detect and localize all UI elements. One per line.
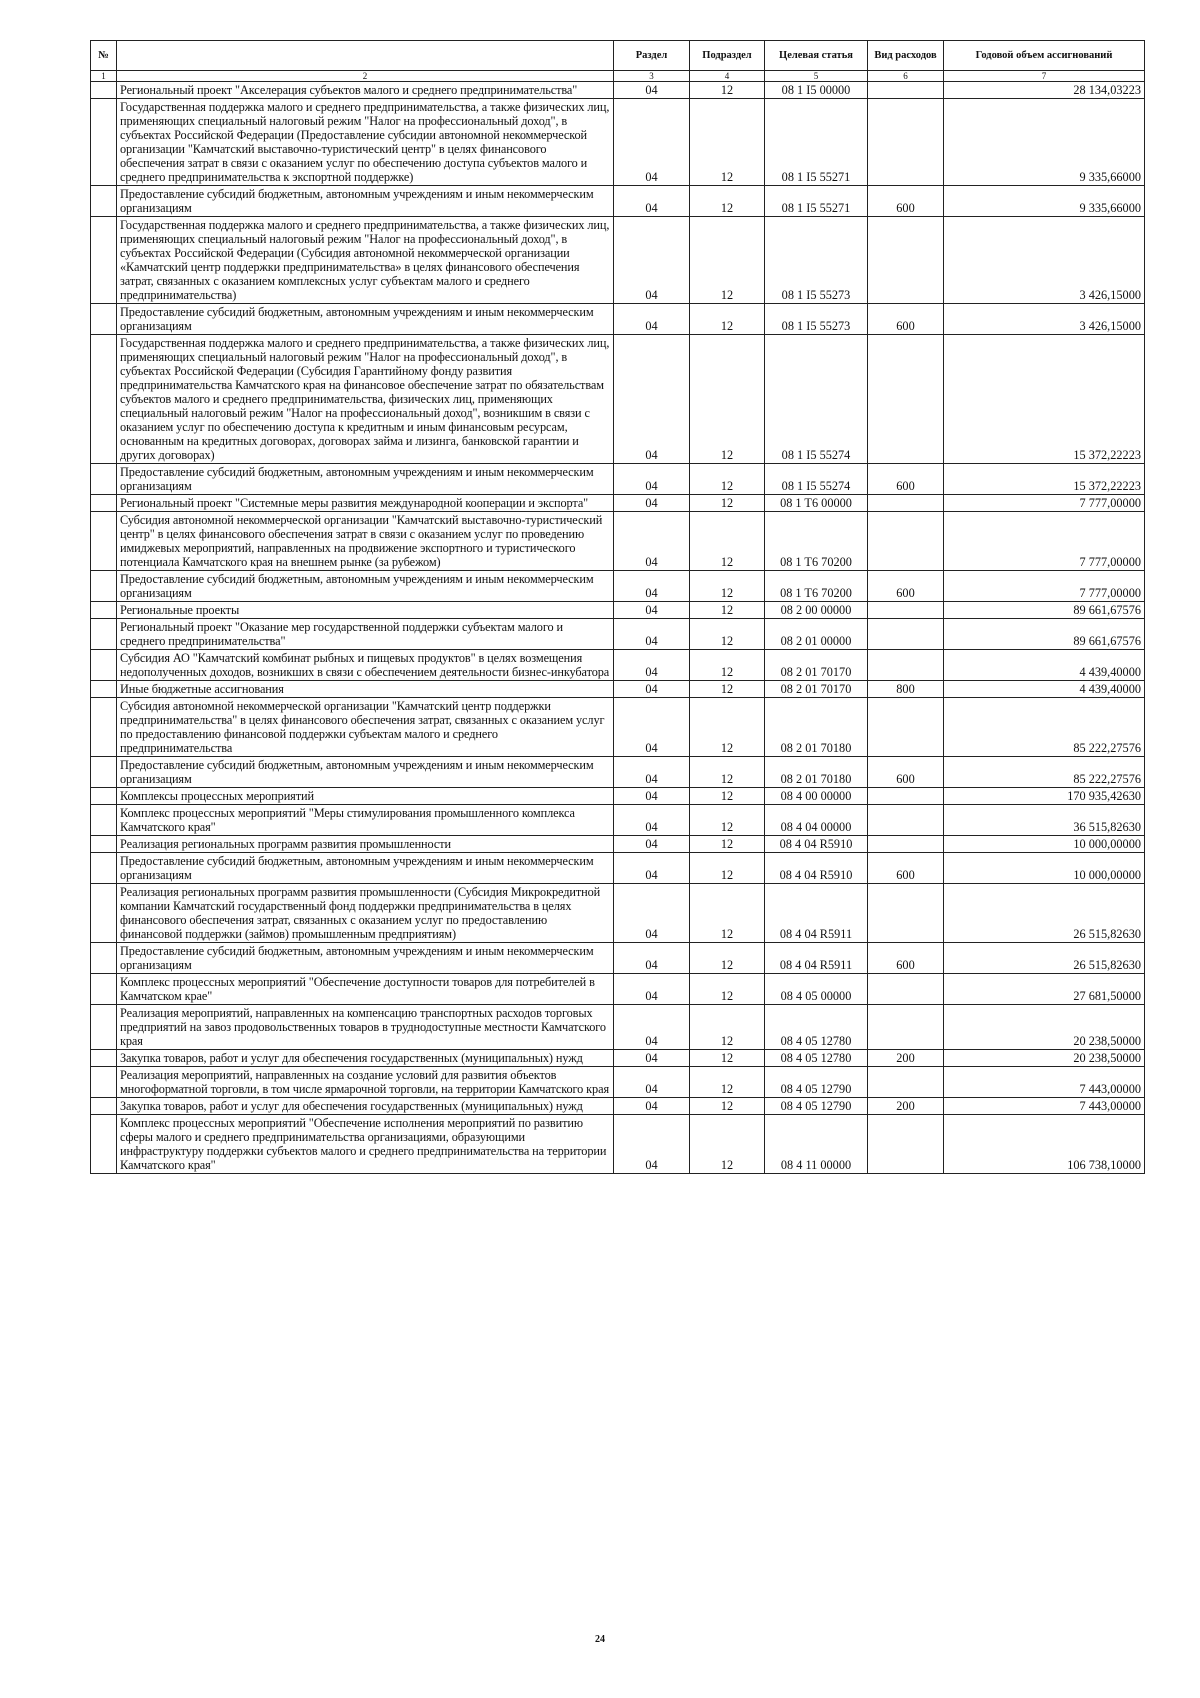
row-target-article-cell: 08 4 04 R5911 — [765, 884, 868, 943]
row-amount-cell: 36 515,82630 — [944, 805, 1145, 836]
row-name-cell: Комплекс процессных мероприятий "Меры стимулирования промышленного комплекса Камчатского края" — [117, 805, 614, 836]
table-row — [91, 650, 1145, 681]
table-row — [91, 99, 1145, 186]
row-name-cell: Субсидия АО "Камчатский комбинат рыбных и пищевых продуктов" в целях возмещения недополученных доходов, возникших в связи с обеспечением деятельности бизнес-инкубатора — [117, 650, 614, 681]
row-target-article-cell: 08 1 I5 55273 — [765, 304, 868, 335]
table-row — [91, 619, 1145, 650]
row-section-cell: 04 — [614, 974, 690, 1005]
row-number-cell — [91, 788, 117, 805]
page-number: 24 — [595, 1634, 605, 1645]
row-name-cell: Предоставление субсидий бюджетным, автономным учреждениям и иным некоммерческим организациям — [117, 186, 614, 217]
header-index-5: 5 — [765, 71, 868, 82]
row-expense-type-cell — [868, 99, 944, 186]
row-subsection-cell: 12 — [690, 602, 765, 619]
header-index-2: 2 — [117, 71, 614, 82]
row-target-article-cell: 08 1 I5 55274 — [765, 335, 868, 464]
row-amount-cell: 7 777,00000 — [944, 571, 1145, 602]
header-index-7: 7 — [944, 71, 1145, 82]
row-name-cell: Государственная поддержка малого и среднего предпринимательства, а также физических лиц, применяющих специальный налоговый режим "Налог на профессиональный доход", в субъектах Российской Федерации (Субсидия автономной некоммерческой организации «Камчатский центр поддержки предпринимательства» в целях финансового обеспечения затрат, связанных с оказанием комплексных услуг субъектам малого и среднего предпринимательства) — [117, 217, 614, 304]
row-subsection-cell: 12 — [690, 217, 765, 304]
row-amount-cell: 26 515,82630 — [944, 943, 1145, 974]
row-section-cell: 04 — [614, 464, 690, 495]
row-number-cell — [91, 335, 117, 464]
table-row — [91, 1098, 1145, 1115]
row-target-article-cell: 08 2 01 70170 — [765, 681, 868, 698]
header-index-6: 6 — [868, 71, 944, 82]
row-expense-type-cell — [868, 805, 944, 836]
row-target-article-cell: 08 4 04 00000 — [765, 805, 868, 836]
row-number-cell — [91, 1115, 117, 1174]
row-amount-cell: 3 426,15000 — [944, 217, 1145, 304]
row-number-cell — [91, 681, 117, 698]
row-section-cell: 04 — [614, 304, 690, 335]
row-target-article-cell: 08 2 01 70180 — [765, 698, 868, 757]
row-name-cell: Предоставление субсидий бюджетным, автономным учреждениям и иным некоммерческим организациям — [117, 943, 614, 974]
row-expense-type-cell: 600 — [868, 186, 944, 217]
row-subsection-cell: 12 — [690, 1115, 765, 1174]
row-name-cell: Реализация региональных программ развития промышленности — [117, 836, 614, 853]
row-name-cell: Региональный проект "Акселерация субъектов малого и среднего предпринимательства" — [117, 82, 614, 99]
table-row — [91, 1050, 1145, 1067]
row-expense-type-cell — [868, 1005, 944, 1050]
row-amount-cell: 7 443,00000 — [944, 1098, 1145, 1115]
row-number-cell — [91, 82, 117, 99]
row-number-cell — [91, 757, 117, 788]
row-expense-type-cell — [868, 619, 944, 650]
row-expense-type-cell — [868, 788, 944, 805]
table-row — [91, 186, 1145, 217]
row-name-cell: Предоставление субсидий бюджетным, автономным учреждениям и иным некоммерческим организациям — [117, 571, 614, 602]
row-number-cell — [91, 512, 117, 571]
row-number-cell — [91, 186, 117, 217]
row-section-cell: 04 — [614, 495, 690, 512]
row-expense-type-cell: 600 — [868, 571, 944, 602]
row-expense-type-cell: 600 — [868, 853, 944, 884]
header-expense-type: Вид расходов — [868, 41, 944, 71]
row-amount-cell: 89 661,67576 — [944, 602, 1145, 619]
row-expense-type-cell: 200 — [868, 1050, 944, 1067]
row-section-cell: 04 — [614, 943, 690, 974]
row-name-cell: Предоставление субсидий бюджетным, автономным учреждениям и иным некоммерческим организациям — [117, 304, 614, 335]
row-section-cell: 04 — [614, 681, 690, 698]
row-subsection-cell: 12 — [690, 1067, 765, 1098]
row-amount-cell: 15 372,22223 — [944, 464, 1145, 495]
table-row — [91, 974, 1145, 1005]
row-number-cell — [91, 884, 117, 943]
table-row — [91, 82, 1145, 99]
row-subsection-cell: 12 — [690, 836, 765, 853]
row-target-article-cell: 08 4 05 12780 — [765, 1050, 868, 1067]
table-body — [91, 82, 1145, 1174]
table-row — [91, 681, 1145, 698]
row-expense-type-cell — [868, 512, 944, 571]
row-amount-cell: 3 426,15000 — [944, 304, 1145, 335]
row-subsection-cell: 12 — [690, 698, 765, 757]
table-row — [91, 512, 1145, 571]
row-target-article-cell: 08 4 05 12780 — [765, 1005, 868, 1050]
row-target-article-cell: 08 2 01 00000 — [765, 619, 868, 650]
row-number-cell — [91, 853, 117, 884]
row-amount-cell: 170 935,42630 — [944, 788, 1145, 805]
row-expense-type-cell — [868, 836, 944, 853]
row-subsection-cell: 12 — [690, 495, 765, 512]
row-name-cell: Региональный проект "Оказание мер государственной поддержки субъектам малого и среднего предпринимательства" — [117, 619, 614, 650]
row-expense-type-cell — [868, 1115, 944, 1174]
row-amount-cell: 10 000,00000 — [944, 836, 1145, 853]
budget-table — [90, 40, 1145, 1174]
row-amount-cell: 26 515,82630 — [944, 884, 1145, 943]
row-target-article-cell: 08 1 I5 55273 — [765, 217, 868, 304]
row-amount-cell: 7 777,00000 — [944, 512, 1145, 571]
table-row — [91, 1115, 1145, 1174]
row-section-cell: 04 — [614, 1050, 690, 1067]
table-row — [91, 836, 1145, 853]
row-number-cell — [91, 464, 117, 495]
row-section-cell: 04 — [614, 853, 690, 884]
row-expense-type-cell — [868, 335, 944, 464]
header-annual-amount: Годовой объем ассигнований — [944, 41, 1145, 71]
row-section-cell: 04 — [614, 186, 690, 217]
table-row — [91, 217, 1145, 304]
row-subsection-cell: 12 — [690, 681, 765, 698]
row-section-cell: 04 — [614, 1005, 690, 1050]
row-number-cell — [91, 1050, 117, 1067]
row-name-cell: Предоставление субсидий бюджетным, автономным учреждениям и иным некоммерческим организациям — [117, 757, 614, 788]
row-section-cell: 04 — [614, 1067, 690, 1098]
row-number-cell — [91, 974, 117, 1005]
row-section-cell: 04 — [614, 884, 690, 943]
row-name-cell: Закупка товаров, работ и услуг для обеспечения государственных (муниципальных) нужд — [117, 1098, 614, 1115]
row-target-article-cell: 08 4 04 R5910 — [765, 836, 868, 853]
row-name-cell: Реализация мероприятий, направленных на создание условий для развития объектов многоформатной торговли, в том числе ярмарочной торговли, на территории Камчатского края — [117, 1067, 614, 1098]
table-row — [91, 788, 1145, 805]
table-row — [91, 304, 1145, 335]
row-name-cell: Государственная поддержка малого и среднего предпринимательства, а также физических лиц, применяющих специальный налоговый режим "Налог на профессиональный доход", в субъектах Российской Федерации (Субсидия Гарантийному фонду развития предпринимательства Камчатского края на финансовое обеспечение затрат по обязательствам субъектов малого и среднего предпринимательства, физических лиц, применяющих специальный налоговый режим "Налог на профессиональный доход", возникшим в связи с оказанием услуг по обеспечению доступа к кредитным и иным финансовым ресурсам, основанным на кредитных договорах, договорах займа и лизинга, банковской гарантии и других договорах) — [117, 335, 614, 464]
row-expense-type-cell — [868, 1067, 944, 1098]
row-name-cell: Субсидия автономной некоммерческой организации "Камчатский центр поддержки предпринимательства" в целях финансового обеспечения затрат, связанных с оказанием услуг по предоставлению финансовой поддержки субъектам малого и среднего предпринимательства — [117, 698, 614, 757]
row-target-article-cell: 08 2 00 00000 — [765, 602, 868, 619]
row-subsection-cell: 12 — [690, 464, 765, 495]
row-target-article-cell: 08 4 11 00000 — [765, 1115, 868, 1174]
row-amount-cell: 15 372,22223 — [944, 335, 1145, 464]
row-amount-cell: 7 443,00000 — [944, 1067, 1145, 1098]
row-target-article-cell: 08 4 04 R5910 — [765, 853, 868, 884]
header-target-article: Целевая статья — [765, 41, 868, 71]
row-subsection-cell: 12 — [690, 82, 765, 99]
table-row — [91, 943, 1145, 974]
header-index-3: 3 — [614, 71, 690, 82]
row-amount-cell: 4 439,40000 — [944, 650, 1145, 681]
row-expense-type-cell — [868, 884, 944, 943]
row-subsection-cell: 12 — [690, 1050, 765, 1067]
row-subsection-cell: 12 — [690, 943, 765, 974]
row-subsection-cell: 12 — [690, 757, 765, 788]
row-expense-type-cell — [868, 650, 944, 681]
row-amount-cell: 85 222,27576 — [944, 698, 1145, 757]
row-subsection-cell: 12 — [690, 805, 765, 836]
row-amount-cell: 10 000,00000 — [944, 853, 1145, 884]
row-expense-type-cell: 600 — [868, 464, 944, 495]
row-amount-cell: 106 738,10000 — [944, 1115, 1145, 1174]
row-name-cell: Региональный проект "Системные меры развития международной кооперации и экспорта" — [117, 495, 614, 512]
row-subsection-cell: 12 — [690, 571, 765, 602]
row-subsection-cell: 12 — [690, 853, 765, 884]
row-name-cell: Закупка товаров, работ и услуг для обеспечения государственных (муниципальных) нужд — [117, 1050, 614, 1067]
row-subsection-cell: 12 — [690, 1098, 765, 1115]
table-row — [91, 853, 1145, 884]
row-target-article-cell: 08 2 01 70170 — [765, 650, 868, 681]
table-row — [91, 602, 1145, 619]
table-row — [91, 571, 1145, 602]
table-row — [91, 698, 1145, 757]
row-amount-cell: 20 238,50000 — [944, 1005, 1145, 1050]
row-name-cell: Предоставление субсидий бюджетным, автономным учреждениям и иным некоммерческим организациям — [117, 853, 614, 884]
row-subsection-cell: 12 — [690, 304, 765, 335]
row-section-cell: 04 — [614, 788, 690, 805]
row-section-cell: 04 — [614, 512, 690, 571]
row-number-cell — [91, 619, 117, 650]
row-section-cell: 04 — [614, 335, 690, 464]
row-name-cell: Реализация региональных программ развития промышленности (Субсидия Микрокредитной компании Камчатский государственный фонд поддержки предпринимательства в целях финансового обеспечения затрат, связанных с оказанием услуг по предоставлению финансовой поддержки (займов) промышленным предприятиям) — [117, 884, 614, 943]
row-target-article-cell: 08 4 05 12790 — [765, 1098, 868, 1115]
row-target-article-cell: 08 2 01 70180 — [765, 757, 868, 788]
row-subsection-cell: 12 — [690, 99, 765, 186]
row-name-cell: Комплекс процессных мероприятий "Обеспечение исполнения мероприятий по развитию сферы малого и среднего предпринимательства организациями, образующими инфраструктуру поддержки субъектов малого и среднего предпринимательства на территории Камчатского края" — [117, 1115, 614, 1174]
row-name-cell: Субсидия автономной некоммерческой организации "Камчатский выставочно-туристический центр" в целях финансового обеспечения затрат в связи с оказанием услуг по проведению имиджевых мероприятий, направленных на продвижение экспортного и туристического потенциала Камчатского края на внешнем рынке (за рубежом) — [117, 512, 614, 571]
row-number-cell — [91, 650, 117, 681]
row-subsection-cell: 12 — [690, 884, 765, 943]
header-number: № — [91, 41, 117, 71]
row-expense-type-cell: 200 — [868, 1098, 944, 1115]
row-expense-type-cell: 600 — [868, 943, 944, 974]
row-expense-type-cell: 600 — [868, 757, 944, 788]
table-row — [91, 464, 1145, 495]
row-section-cell: 04 — [614, 571, 690, 602]
row-amount-cell: 9 335,66000 — [944, 99, 1145, 186]
row-number-cell — [91, 99, 117, 186]
row-amount-cell: 20 238,50000 — [944, 1050, 1145, 1067]
row-expense-type-cell — [868, 698, 944, 757]
row-name-cell: Государственная поддержка малого и среднего предпринимательства, а также физических лиц, применяющих специальный налоговый режим "Налог на профессиональный доход", в субъектах Российской Федерации (Предоставление субсидии автономной некоммерческой организации "Камчатский выставочно-туристический центр" в целях финансового обеспечения затрат в связи с оказанием услуг по обеспечению доступа субъектов малого и среднего предпринимательства к экспортной поддержке) — [117, 99, 614, 186]
row-subsection-cell: 12 — [690, 788, 765, 805]
row-section-cell: 04 — [614, 698, 690, 757]
row-number-cell — [91, 495, 117, 512]
row-section-cell: 04 — [614, 99, 690, 186]
row-target-article-cell: 08 4 05 12790 — [765, 1067, 868, 1098]
row-amount-cell: 27 681,50000 — [944, 974, 1145, 1005]
table-row — [91, 1005, 1145, 1050]
table-row — [91, 495, 1145, 512]
row-number-cell — [91, 836, 117, 853]
row-target-article-cell: 08 1 I5 55271 — [765, 99, 868, 186]
table-row — [91, 805, 1145, 836]
row-target-article-cell: 08 1 T6 70200 — [765, 512, 868, 571]
row-expense-type-cell — [868, 974, 944, 1005]
row-subsection-cell: 12 — [690, 650, 765, 681]
row-section-cell: 04 — [614, 650, 690, 681]
row-subsection-cell: 12 — [690, 1005, 765, 1050]
row-target-article-cell: 08 4 00 00000 — [765, 788, 868, 805]
row-target-article-cell: 08 1 T6 70200 — [765, 571, 868, 602]
row-target-article-cell: 08 4 04 R5911 — [765, 943, 868, 974]
row-amount-cell: 7 777,00000 — [944, 495, 1145, 512]
row-section-cell: 04 — [614, 217, 690, 304]
row-amount-cell: 85 222,27576 — [944, 757, 1145, 788]
row-amount-cell: 28 134,03223 — [944, 82, 1145, 99]
row-section-cell: 04 — [614, 82, 690, 99]
row-name-cell: Комплекс процессных мероприятий "Обеспечение доступности товаров для потребителей в Камчатском крае" — [117, 974, 614, 1005]
row-expense-type-cell: 800 — [868, 681, 944, 698]
row-number-cell — [91, 1005, 117, 1050]
row-section-cell: 04 — [614, 757, 690, 788]
row-subsection-cell: 12 — [690, 619, 765, 650]
table-row — [91, 757, 1145, 788]
header-subsection: Подраздел — [690, 41, 765, 71]
row-expense-type-cell: 600 — [868, 304, 944, 335]
table-header — [91, 41, 1145, 82]
header-index-1: 1 — [91, 71, 117, 82]
row-target-article-cell: 08 1 I5 55274 — [765, 464, 868, 495]
row-amount-cell: 89 661,67576 — [944, 619, 1145, 650]
header-section: Раздел — [614, 41, 690, 71]
row-number-cell — [91, 571, 117, 602]
row-target-article-cell: 08 1 I5 55271 — [765, 186, 868, 217]
row-number-cell — [91, 1067, 117, 1098]
row-expense-type-cell — [868, 217, 944, 304]
row-target-article-cell: 08 4 05 00000 — [765, 974, 868, 1005]
row-number-cell — [91, 1098, 117, 1115]
row-subsection-cell: 12 — [690, 335, 765, 464]
row-section-cell: 04 — [614, 1115, 690, 1174]
row-amount-cell: 4 439,40000 — [944, 681, 1145, 698]
row-section-cell: 04 — [614, 1098, 690, 1115]
row-target-article-cell: 08 1 I5 00000 — [765, 82, 868, 99]
row-section-cell: 04 — [614, 805, 690, 836]
row-name-cell: Региональные проекты — [117, 602, 614, 619]
row-subsection-cell: 12 — [690, 512, 765, 571]
row-name-cell: Реализация мероприятий, направленных на компенсацию транспортных расходов торговых предприятий на завоз продовольственных товаров в труднодоступные местности Камчатского края — [117, 1005, 614, 1050]
row-amount-cell: 9 335,66000 — [944, 186, 1145, 217]
row-name-cell: Иные бюджетные ассигнования — [117, 681, 614, 698]
row-number-cell — [91, 217, 117, 304]
header-name — [117, 41, 614, 71]
row-target-article-cell: 08 1 T6 00000 — [765, 495, 868, 512]
row-name-cell: Комплексы процессных мероприятий — [117, 788, 614, 805]
header-index-4: 4 — [690, 71, 765, 82]
row-number-cell — [91, 602, 117, 619]
row-section-cell: 04 — [614, 602, 690, 619]
row-number-cell — [91, 698, 117, 757]
table-row — [91, 884, 1145, 943]
row-section-cell: 04 — [614, 619, 690, 650]
row-subsection-cell: 12 — [690, 186, 765, 217]
row-name-cell: Предоставление субсидий бюджетным, автономным учреждениям и иным некоммерческим организациям — [117, 464, 614, 495]
row-section-cell: 04 — [614, 836, 690, 853]
row-expense-type-cell — [868, 495, 944, 512]
row-expense-type-cell — [868, 602, 944, 619]
table-row — [91, 335, 1145, 464]
row-number-cell — [91, 805, 117, 836]
row-number-cell — [91, 304, 117, 335]
row-number-cell — [91, 943, 117, 974]
table-row — [91, 1067, 1145, 1098]
row-subsection-cell: 12 — [690, 974, 765, 1005]
row-expense-type-cell — [868, 82, 944, 99]
